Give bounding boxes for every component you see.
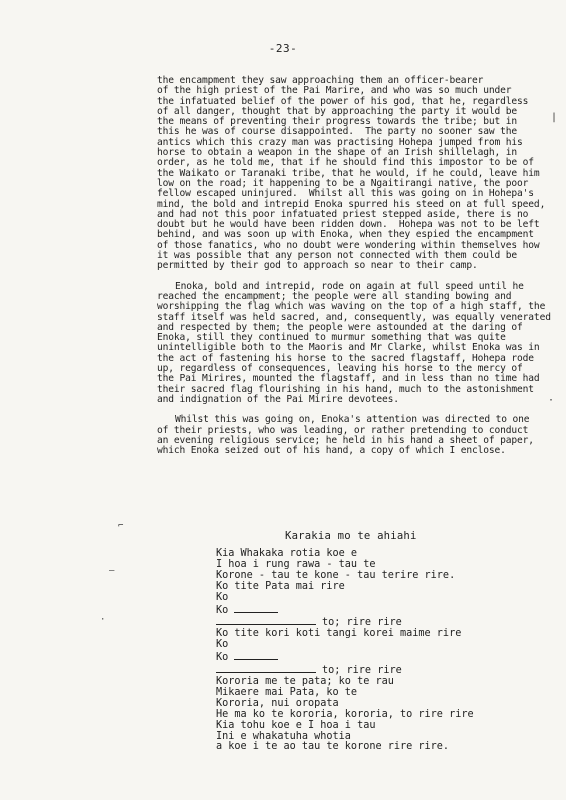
verse-text: Kia tohu koe e I hoa i tau (216, 719, 376, 731)
margin-mark: ⌐ (118, 521, 124, 531)
verse-line (216, 742, 536, 753)
verse-line (216, 582, 536, 593)
text-line: fellow escaped uninjured. Whilst all this was going on in Hohepa's (157, 188, 534, 200)
verse-line (216, 604, 536, 617)
text-line: reached the encampment; the people were all standing bowing and (157, 290, 512, 302)
verse-text: Ko (216, 604, 229, 616)
fill-in-blank (234, 651, 278, 660)
verse-text: a koe i te ao tau te korone rire rire. (216, 741, 450, 753)
text-line: the act of fastening his horse to the sacred flagstaff, Hohepa rode (157, 352, 534, 364)
text-line: Enoka, bold and intrepid, rode on again at full speed until he (175, 280, 524, 292)
verse-line (216, 629, 536, 640)
text-line: Whilst this was going on, Enoka's attention was directed to one (175, 414, 530, 426)
text-line: their sacred flag flourishing in his hand, much to the astonishment (157, 383, 534, 395)
margin-mark: — (109, 566, 115, 576)
verse-text: I hoa i rung rawa - tau te (216, 558, 376, 570)
verse-text: to; rire rire (322, 665, 402, 677)
text-line: and indignation of the Pai Mirire devotees. (157, 393, 399, 405)
verse-text: Ko (216, 639, 229, 651)
text-line: staff itself was held sacred, and, consequently, was equally venerated (157, 311, 551, 323)
text-line: mind, the bold and intrepid Enoka spurred his steed on at full speed, (157, 198, 546, 210)
text-line: the Pai Mirires, mounted the flagstaff, and in less than no time had (157, 373, 540, 385)
text-line: worshipping the flag which was waving on the top of a high staff, the (157, 301, 546, 313)
verse-text: Ini e whakatuha whotia (216, 730, 351, 742)
fill-in-blank (234, 604, 278, 613)
text-line: the Waikato or Taranaki tribe, that he would, if he could, leave him (157, 167, 540, 179)
verse-line (216, 640, 536, 651)
paragraph (157, 415, 557, 456)
karakia-title: Karakia mo te ahiahi (285, 530, 417, 542)
text-line: permitted by their god to approach so near to their camp. (157, 260, 478, 272)
text-line: Enoka, still they continued to murmur something that was quite (157, 332, 506, 344)
margin-mark: · (100, 615, 106, 625)
verse-line (216, 593, 536, 604)
text-line: low on the road; it happening to be a Ngaitirangi native, the poor (157, 177, 529, 189)
fill-in-blank (216, 664, 316, 673)
verse-text: Mikaere mai Pata, ko te (216, 686, 358, 698)
text-line: behind, and was soon up with Enoka, when they espied the encampment (157, 229, 534, 241)
paragraph (157, 76, 557, 272)
verse-text: Kia Whakaka rotia koe e (216, 548, 358, 559)
text-line: and had not this poor infatuated priest stepped aside, there is no (157, 208, 529, 220)
verse-text: He ma ko te kororia, kororia, to rire rire (216, 708, 474, 720)
text-line: antics which this crazy man was practising Hohepa jumped from his (157, 136, 523, 148)
karakia-verse (216, 549, 536, 753)
text-line: of their priests, who was leading, or rather pretending to conduct (157, 424, 529, 436)
text-line: the means of preventing their progress towards the tribe; but in (157, 116, 518, 128)
text-line: the infatuated belief of the power of his god, that he, regardless (157, 95, 529, 107)
page-number: -23- (268, 42, 298, 55)
margin-mark: · (548, 395, 555, 406)
verse-text: to; rire rire (322, 617, 402, 629)
text-line: which Enoka seized out of his hand, a copy of which I enclose. (157, 445, 506, 457)
text-line: of those fanatics, who no doubt were wondering within themselves how (157, 239, 540, 251)
verse-text: Ko (216, 652, 229, 664)
text-line: it was possible that any person not connected with them could be (157, 250, 518, 262)
verse-text: Ko tite kori koti tangi korei maime rire (216, 628, 462, 640)
text-line: the encampment they saw approaching them an officer-bearer (157, 75, 484, 86)
text-line: of all danger, thought that by approaching the party it would be (157, 105, 518, 117)
verse-text: Ko (216, 591, 229, 603)
verse-text: Kororia me te pata; ko te rau (216, 675, 394, 687)
verse-line (216, 651, 536, 664)
text-line: an evening religious service; he held in his hand a sheet of paper, (157, 434, 534, 446)
paragraph (157, 282, 557, 406)
text-line: order, as he told me, that if he should find this impostor to be of (157, 157, 534, 169)
text-line: of the high priest of the Pai Marire, and who was so much under (157, 85, 512, 97)
margin-mark: | (551, 112, 558, 123)
text-line: up, regardless of consequences, leaving his horse to the mercy of (157, 363, 523, 375)
text-line: this he was of course disappointed. The party no sooner saw the (157, 126, 518, 138)
text-line: unintelligible both to the Maoris and Mr Clarke, whilst Enoka was in (157, 342, 540, 354)
verse-text: Kororia, nui oropata (216, 697, 339, 709)
text-line: and respected by them; the people were astounded at the daring of (157, 321, 523, 333)
body-text (157, 76, 557, 466)
verse-text: Ko tite Pata mai rire (216, 580, 345, 592)
verse-text: Korone - tau te kone - tau terire rire. (216, 569, 456, 581)
text-line: doubt but he would have been ridden down. Hohepa was not to be left (157, 219, 540, 231)
fill-in-blank (216, 616, 316, 625)
text-line: horse to obtain a weapon in the shape of an Irish shillelagh, in (157, 147, 518, 159)
